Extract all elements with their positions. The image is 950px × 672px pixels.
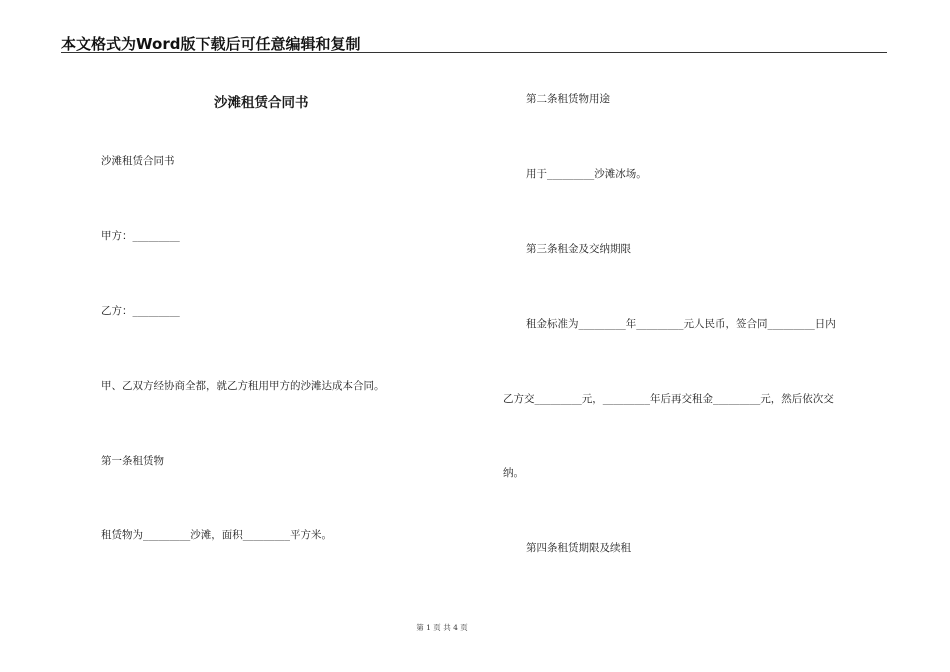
paragraph: 租金标准为_________年_________元人民币，签合同_________日内	[526, 318, 836, 330]
paragraph: 沙滩租赁合同书	[101, 155, 175, 167]
article-heading: 第四条租赁期限及续租	[526, 542, 631, 554]
party-b-line: 乙方：_________	[101, 305, 180, 317]
header-divider	[61, 52, 887, 53]
paragraph: 用于_________沙滩冰场。	[526, 168, 647, 180]
paragraph: 纳。	[503, 467, 524, 479]
paragraph: 乙方交_________元，_________年后再交租金_________元，然后依次交	[503, 393, 834, 405]
paragraph: 租赁物为_________沙滩，面积_________平方米。	[101, 529, 332, 541]
article-heading: 第一条租赁物	[101, 455, 164, 467]
party-a-line: 甲方：_________	[101, 230, 180, 242]
header-text: 本文格式为Word版下载后可任意编辑和复制	[61, 35, 361, 53]
document-title: 沙滩租赁合同书	[214, 95, 309, 111]
page-number: 第 1 页 共 4 页	[416, 623, 468, 632]
paragraph: 甲、乙双方经协商全都，就乙方租用甲方的沙滩达成本合同。	[101, 380, 385, 392]
article-heading: 第二条租赁物用途	[526, 93, 610, 105]
article-heading: 第三条租金及交纳期限	[526, 243, 631, 255]
